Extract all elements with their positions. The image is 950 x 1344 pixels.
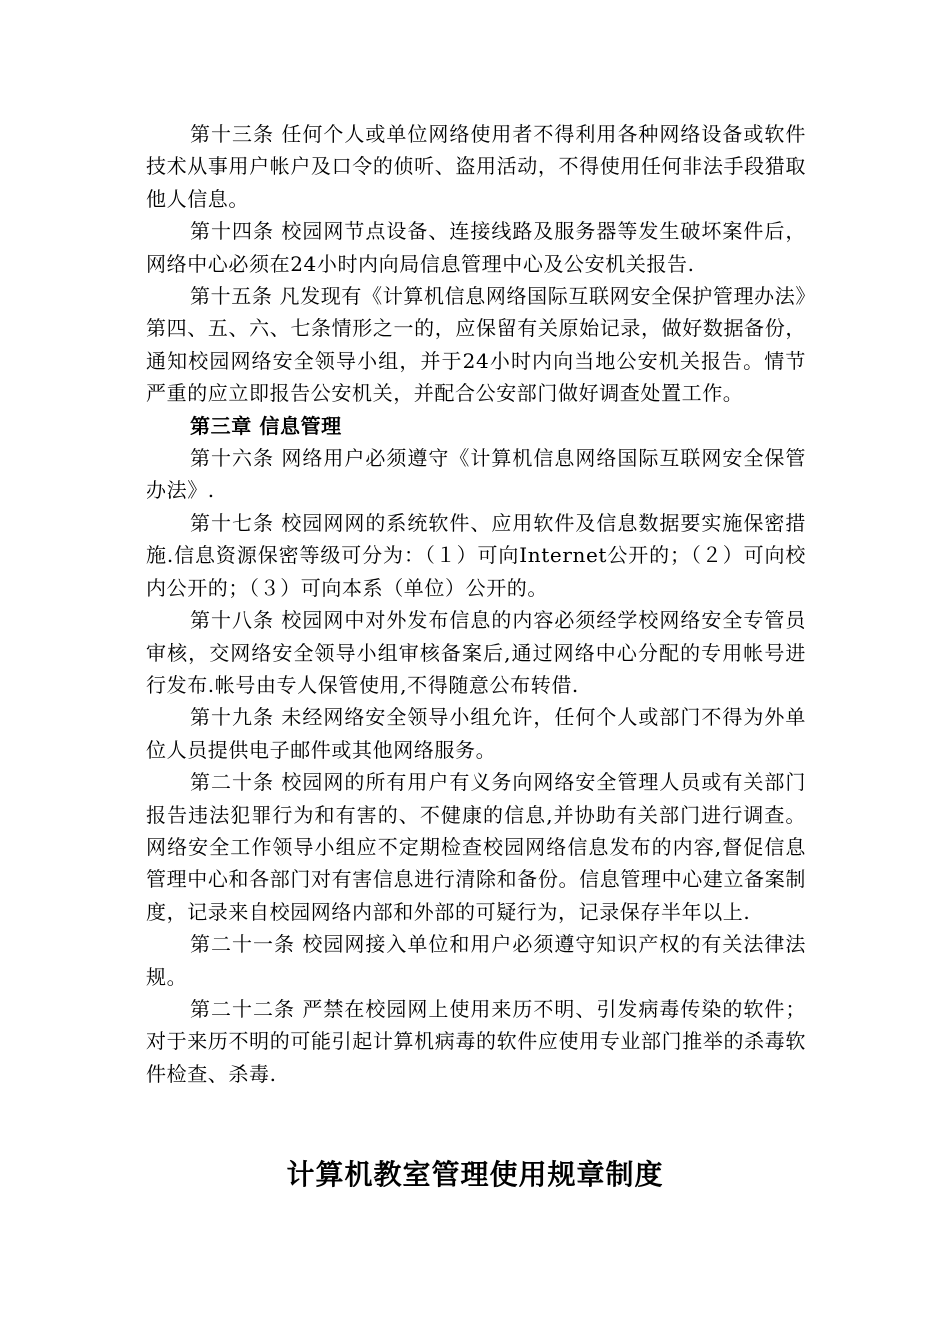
- article-22: 第二十二条 严禁在校园网上使用来历不明、引发病毒传染的软件；对于来历不明的可能引起计算机病毒的软件应使用专业部门推举的杀毒软件检查、杀毒.: [146, 996, 806, 1086]
- document-body: [146, 118, 806, 1090]
- article-19: 第十九条 未经网络安全领导小组允许，任何个人或部门不得为外单位人员提供电子邮件或其他网络服务。: [146, 705, 806, 762]
- section-title: 计算机教室管理使用规章制度: [286, 1158, 664, 1191]
- chapter-heading: 第三章 信息管理: [190, 413, 342, 438]
- article-20: 第二十条 校园网的所有用户有义务向网络安全管理人员或有关部门报告违法犯罪行为和有害的、不健康的信息,并协助有关部门进行调查。网络安全工作领导小组应不定期检查校园网络信息发布的内容,督促信息管理中心和各部门对有害信息进行清除和备份。信息管理中心建立备案制度，记录来自校园网络内部和外部的可疑行为，记录保存半年以上.: [146, 770, 806, 924]
- article-16: 第十六条 网络用户必须遵守《计算机信息网络国际互联网安全保管办法》.: [146, 446, 806, 503]
- article-14: 第十四条 校园网节点设备、连接线路及服务器等发生破坏案件后，网络中心必须在24小时内向局信息管理中心及公安机关报告.: [146, 219, 806, 276]
- article-13: 第十三条 任何个人或单位网络使用者不得利用各种网络设备或软件技术从事用户帐户及口令的侦听、盗用活动，不得使用任何非法手段猎取他人信息。: [146, 122, 806, 211]
- article-21: 第二十一条 校园网接入单位和用户必须遵守知识产权的有关法律法规。: [146, 932, 806, 989]
- article-18: 第十八条 校园网中对外发布信息的内容必须经学校网络安全专管员审核，交网络安全领导小组审核备案后,通过网络中心分配的专用帐号进行发布.帐号由专人保管使用,不得随意公布转借.: [146, 608, 806, 697]
- article-17: 第十七条 校园网网的系统软件、应用软件及信息数据要实施保密措施.信息资源保密等级可分为：（１）可向Internet公开的；（２）可向校内公开的；（３）可向本系（单位）公开的。: [146, 510, 806, 600]
- article-15: 第十五条 凡发现有《计算机信息网络国际互联网安全保护管理办法》第四、五、六、七条情形之一的，应保留有关原始记录，做好数据备份，通知校园网络安全领导小组，并于24小时内向当地公安机关报告。情节严重的应立即报告公安机关，并配合公安部门做好调查处置工作。: [146, 284, 806, 406]
